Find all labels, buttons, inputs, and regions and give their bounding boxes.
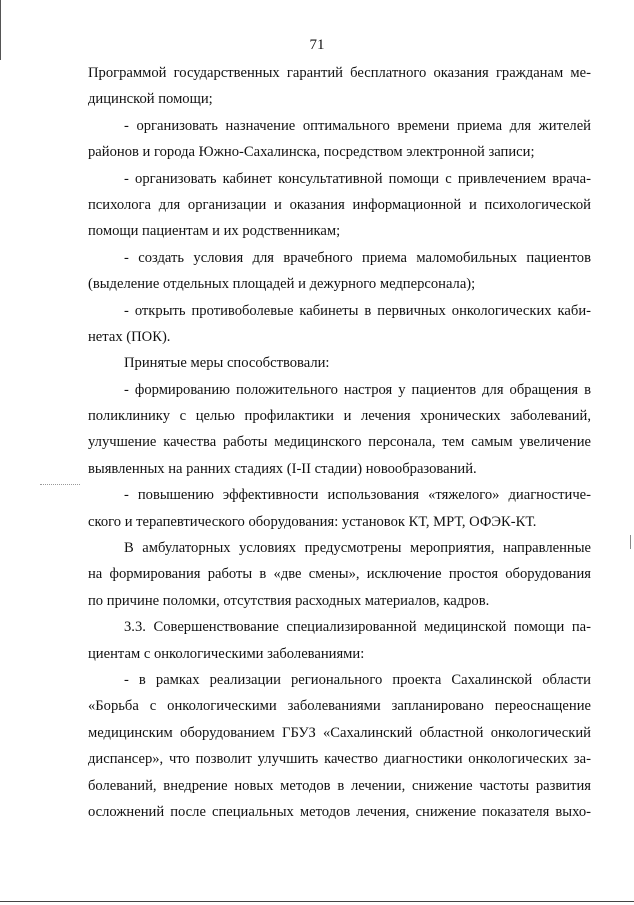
text-line: осложнений после специальных методов лечения, снижение показателя выхо- bbox=[88, 803, 591, 820]
text-line: нетах (ПОК). bbox=[88, 328, 171, 345]
text-line: медицинским оборудованием ГБУЗ «Сахалинский областной онкологический bbox=[88, 724, 591, 741]
text-line: «Борьба с онкологическими заболеваниями запланировано переоснащение bbox=[88, 698, 591, 715]
scan-edge-bottom bbox=[0, 901, 634, 902]
scan-edge-mark bbox=[630, 535, 631, 549]
text-line: Программой государственных гарантий бесплатного оказания гражданам ме- bbox=[88, 65, 591, 81]
text-line: - в рамках реализации регионального проекта Сахалинской области bbox=[124, 671, 591, 688]
text-line: на формирования работы в «две смены», исключение простоя оборудования bbox=[88, 566, 591, 583]
text-line: (выделение отдельных площадей и дежурного медперсонала); bbox=[88, 276, 476, 293]
text-line: болеваний, внедрение новых методов в лечении, снижение частоты развития bbox=[88, 777, 591, 794]
text-line: - повышению эффективности использования «тяжелого» диагностиче- bbox=[124, 487, 591, 504]
text-line: - открыть противоболевые кабинеты в первичных онкологических каби- bbox=[124, 302, 591, 319]
page-number: 71 bbox=[309, 37, 325, 53]
text-line: помощи пациентам и их родственникам; bbox=[88, 223, 341, 240]
text-line: - организовать кабинет консультативной помощи с привлечением врача- bbox=[124, 170, 591, 187]
text-line: - создать условия для врачебного приема маломобильных пациентов bbox=[124, 249, 591, 266]
text-line: циентам с онкологическими заболеваниями: bbox=[88, 645, 365, 662]
text-line: Принятые меры способствовали: bbox=[124, 355, 330, 372]
text-line: - организовать назначение оптимального времени приема для жителей bbox=[124, 117, 591, 134]
scan-artifact-dots bbox=[40, 484, 80, 486]
text-line: ского и терапевтического оборудования: установок КТ, МРТ, ОФЭК-КТ. bbox=[88, 513, 537, 530]
text-line: - формированию положительного настроя у пациентов для обращения в bbox=[124, 381, 591, 398]
text-line: дицинской помощи; bbox=[88, 91, 213, 108]
text-line: выявленных на ранних стадиях (I-II стадии) новообразований. bbox=[88, 460, 477, 477]
text-line: по причине поломки, отсутствия расходных материалов, кадров. bbox=[88, 592, 490, 609]
text-line: поликлинику с целью профилактики и лечения хронических заболеваний, bbox=[88, 408, 591, 425]
body-text bbox=[88, 60, 591, 825]
text-line: диспансер», что позволит улучшить качество диагностики онкологических за- bbox=[88, 751, 591, 768]
text-line: улучшение качества работы медицинского персонала, тем самым увеличение bbox=[88, 434, 591, 451]
text-line: психолога для организации и оказания информационной и психологической bbox=[88, 196, 591, 213]
text-line: В амбулаторных условиях предусмотрены мероприятия, направленные bbox=[124, 540, 591, 557]
text-line: районов и города Южно-Сахалинска, посредством электронной записи; bbox=[88, 144, 535, 161]
text-line: 3.3. Совершенствование специализированной медицинской помощи па- bbox=[124, 619, 591, 636]
